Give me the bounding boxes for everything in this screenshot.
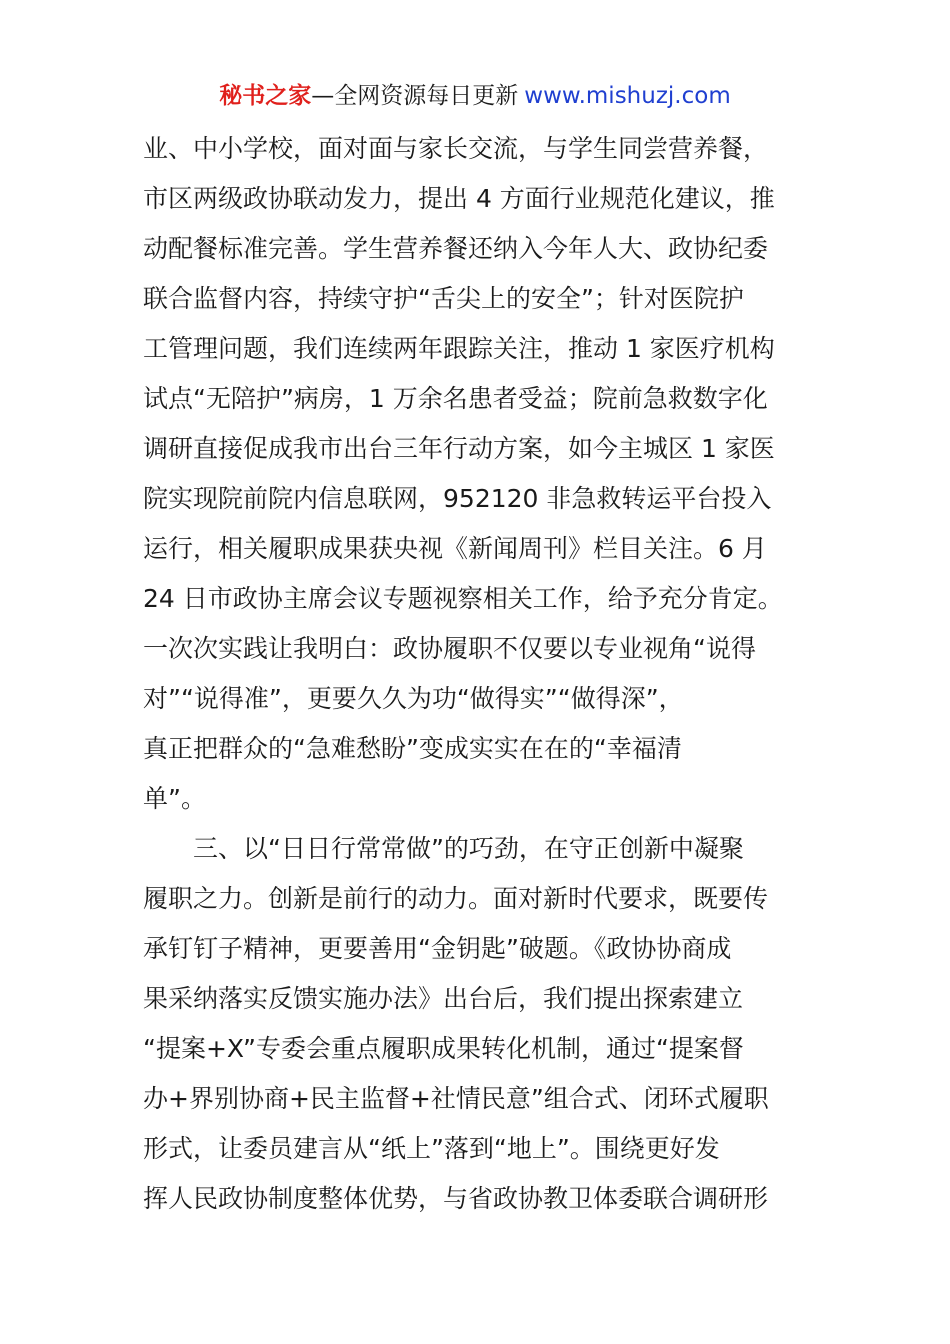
site-header (0, 80, 950, 112)
site-url-link[interactable]: www.mishuzj.com (524, 83, 731, 109)
text-line: 挥人民政协制度整体优势，与省政协教卫体委联合调研形 (143, 1184, 769, 1213)
text-line: 单”。 (143, 784, 206, 813)
text-line: 业、中小学校，面对面与家长交流，与学生同尝营养餐， (143, 134, 769, 163)
text-line: 市区两级政协联动发力，提出 4 方面行业规范化建议，推 (143, 184, 775, 213)
text-line: 三、以“日日行常常做”的巧劲，在守正创新中凝聚 (143, 834, 744, 863)
text-line: 形式，让委员建言从“纸上”落到“地上”。围绕更好发 (143, 1134, 720, 1163)
text-line: 试点“无陪护”病房，1 万余名患者受益；院前急救数字化 (143, 384, 768, 413)
text-line: 履职之力。创新是前行的动力。面对新时代要求，既要传 (143, 884, 769, 913)
site-tagline: —全网资源每日更新 (311, 83, 519, 109)
text-line: 承钉钉子精神，更要善用“金钥匙”破题。《政协协商成 (143, 934, 732, 963)
document-body (143, 124, 807, 1224)
text-line: 办+界别协商+民主监督+社情民意”组合式、闭环式履职 (143, 1084, 769, 1113)
site-brand: 秘书之家 (219, 83, 312, 109)
text-line: 联合监督内容，持续守护“舌尖上的安全”；针对医院护 (143, 284, 744, 313)
text-line: 工管理问题，我们连续两年跟踪关注，推动 1 家医疗机构 (143, 334, 775, 363)
text-line: “提案+X”专委会重点履职成果转化机制，通过“提案督 (143, 1034, 744, 1063)
text-line: 调研直接促成我市出台三年行动方案，如今主城区 1 家医 (143, 434, 775, 463)
text-line: 运行，相关履职成果获央视《新闻周刊》栏目关注。6 月 (143, 534, 767, 563)
text-line: 24 日市政协主席会议专题视察相关工作，给予充分肯定。 (143, 584, 783, 613)
text-line: 对”“说得准”，更要久久为功“做得实”“做得深”， (143, 684, 684, 713)
text-line: 动配餐标准完善。学生营养餐还纳入今年人大、政协纪委 (143, 234, 769, 263)
text-line: 真正把群众的“急难愁盼”变成实实在在的“幸福清 (143, 734, 682, 763)
text-line: 院实现院前院内信息联网，952120 非急救转运平台投入 (143, 484, 772, 513)
text-line: 一次次实践让我明白：政协履职不仅要以专业视角“说得 (143, 634, 756, 663)
text-line: 果采纳落实反馈实施办法》出台后，我们提出探索建立 (143, 984, 744, 1013)
